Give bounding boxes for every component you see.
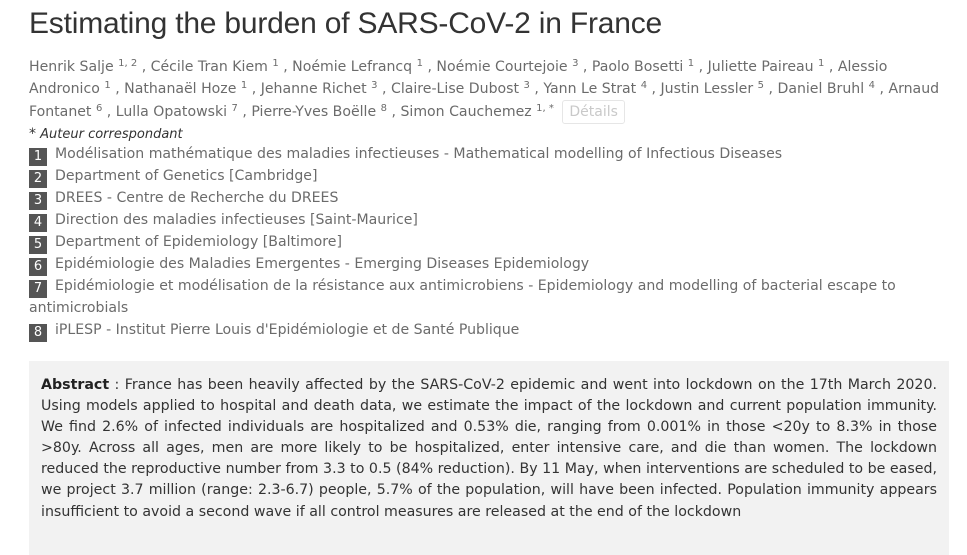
abstract-separator: :: [109, 377, 125, 393]
author-link[interactable]: Pierre-Yves Boëlle $^8$: [251, 103, 388, 120]
affiliation-item: [29, 188, 944, 210]
corresponding-label: Auteur correspondant: [40, 127, 183, 142]
author-link[interactable]: Nathanaël Hoze $^1$: [124, 80, 248, 97]
affiliation-link[interactable]: Direction des maladies infectieuses [Saint-Maurice]: [55, 212, 418, 228]
author-link[interactable]: Alessio Andronico $^1$: [29, 59, 888, 97]
abstract-text: France has been heavily affected by the SARS-CoV-2 epidemic and went into lockdown on the 17th March 2020. Using models applied to hospital and death data, we estimate the impact of the lockdown and current population immunity. We find 2.6% of infected individuals are hospitalized and 0.53% die, ranging from 0.001% in those <20y to 8.3% in those >80y. Across all ages, men are more likely to be hospitalized, enter intensive care, and die than women. The lockdown reduced the reproductive number from 3.3 to 0.5 (84% reduction). By 11 May, when interventions are scheduled to be eased, we project 3.7 million (range: 2.3-6.7) people, 5.7% of the population, will have been infected. Population immunity appears insufficient to avoid a second wave if all control measures are released at the end of the lockdown: [41, 377, 937, 520]
affiliation-item: [29, 232, 944, 254]
affiliation-item: [29, 210, 944, 232]
article-title: Estimating the burden of SARS-CoV-2 in France: [29, 7, 662, 40]
affiliation-link[interactable]: iPLESP - Institut Pierre Louis d'Epidémiologie et de Santé Publique: [55, 321, 520, 338]
affiliation-link[interactable]: Department of Genetics [Cambridge]: [55, 168, 318, 184]
author-link[interactable]: Jehanne Richet $^3$: [260, 80, 378, 97]
details-button[interactable]: Détails: [562, 100, 625, 124]
affiliation-number: 6: [29, 258, 47, 276]
abstract-label: Abstract: [41, 377, 110, 393]
author-link[interactable]: Cécile Tran Kiem $^1$: [150, 58, 279, 75]
affiliation-item: [29, 166, 944, 188]
author-link[interactable]: Paolo Bosetti $^1$: [591, 58, 695, 75]
affiliation-number: 5: [29, 236, 47, 254]
author-link[interactable]: Arnaud Fontanet $^6$: [29, 81, 940, 120]
author-link[interactable]: Noémie Courtejoie $^3$: [436, 58, 579, 75]
affiliation-item: [29, 320, 944, 342]
author-list: Henrik Salje $^{1, 2}$ , Cécile Tran Kiem $^1$ , Noémie Lefrancq $^1$ , Noémie Courtejoie $^3$ , Paolo Bosetti $^1$ , Juliette Paireau $^1$ , Alessio Andronico $^1$ , Nathanaël Hoze $^1$ , Jehanne Richet $^3$ , Claire-Lise Dubost $^3$ , Yann Le Strat $^4$ , Justin Lessler $^5$ , Daniel Bruhl $^4$ , Arnaud Fontanet $^6$ , Lulla Opatowski $^7$ , Pierre-Yves Boëlle $^8$ , Simon Cauchemez $^{1, *}$ Détails: [29, 56, 944, 124]
author-link[interactable]: Yann Le Strat $^4$: [543, 80, 648, 97]
affiliation-number: 7: [29, 280, 47, 298]
author-link[interactable]: Henrik Salje $^{1, 2}$: [29, 58, 138, 75]
affiliation-item: [29, 144, 944, 166]
author-link[interactable]: Lulla Opatowski $^7$: [115, 103, 238, 120]
affiliation-link[interactable]: Epidémiologie et modélisation de la résistance aux antimicrobiens - Epidemiology and modelling of bacterial escape to antimicrobials: [29, 278, 896, 316]
corresponding-author-note: [29, 127, 967, 142]
author-link[interactable]: Daniel Bruhl $^4$: [777, 80, 875, 97]
author-link[interactable]: Simon Cauchemez $^{1, *}$: [400, 103, 554, 120]
affiliation-item: [29, 254, 944, 276]
affiliation-link[interactable]: DREES - Centre de Recherche du DREES: [55, 190, 339, 206]
author-link[interactable]: Justin Lessler $^5$: [660, 80, 765, 97]
affiliation-link[interactable]: Department of Epidemiology [Baltimore]: [55, 234, 342, 250]
affiliation-list: [29, 144, 944, 342]
affiliation-number: 1: [29, 148, 47, 166]
affiliation-link[interactable]: Epidémiologie des Maladies Emergentes - Emerging Diseases Epidemiology: [55, 256, 590, 272]
author-link[interactable]: Noémie Lefrancq $^1$: [292, 58, 423, 75]
affiliation-number: 2: [29, 170, 47, 188]
abstract-box: [29, 361, 949, 555]
affiliation-number: 8: [29, 324, 47, 342]
author-link[interactable]: Juliette Paireau $^1$: [707, 58, 825, 75]
affiliation-number: 3: [29, 192, 47, 210]
affiliation-number: 4: [29, 214, 47, 232]
affiliation-item: [29, 276, 944, 320]
affiliation-link[interactable]: Modélisation mathématique des maladies infectieuses - Mathematical modelling of Infectious Diseases: [55, 146, 783, 162]
corresponding-star: *: [29, 126, 36, 142]
author-link[interactable]: Claire-Lise Dubost $^3$: [391, 80, 530, 97]
